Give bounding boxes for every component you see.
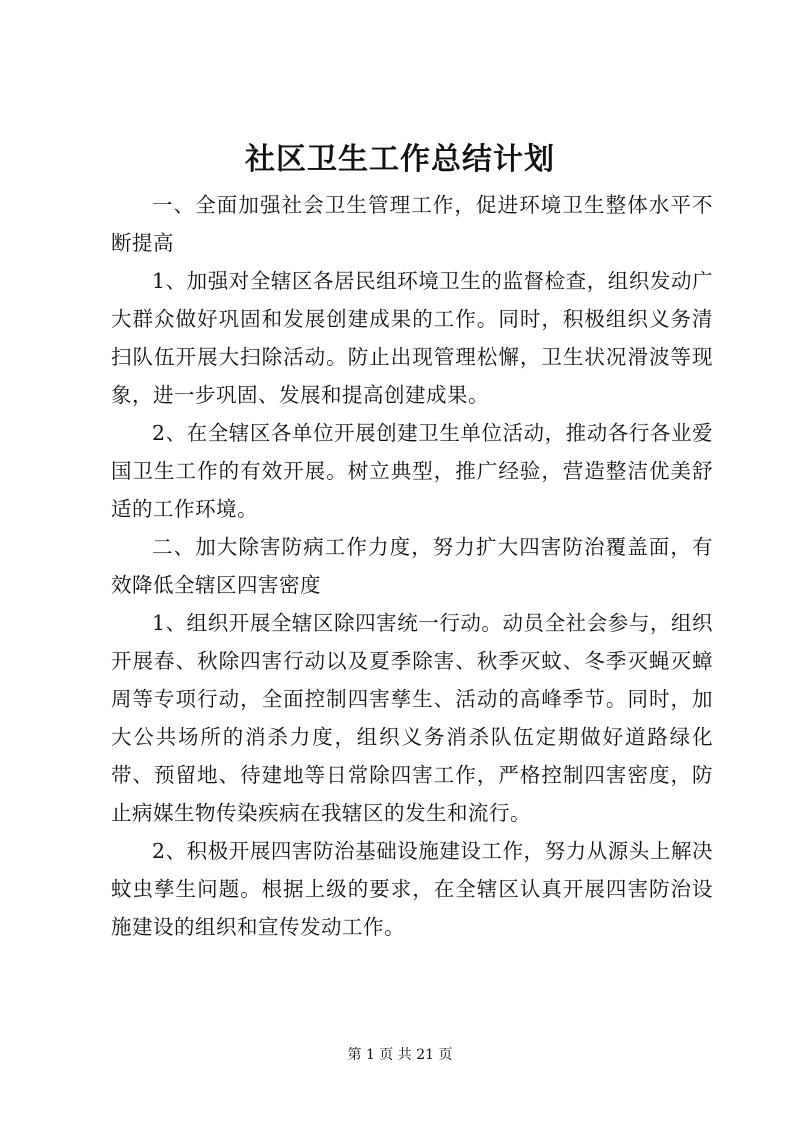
page-number-footer: 第 1 页 共 21 页 (347, 1047, 453, 1063)
paragraph-1-1: 1、加强对全辖区各居民组环境卫生的监督检查，组织发动广大群众做好巩固和发展创建成果的工作。同时，积极组织义务清扫队伍开展大扫除活动。防止出现管理松懈，卫生状况滑波等现象，进一步巩固、发展和提高创建成果。 (111, 269, 713, 407)
document-body (111, 186, 713, 946)
document-title: 社区卫生工作总结计划 (245, 142, 555, 177)
paragraph-2-2: 2、积极开展四害防治基础设施建设工作，努力从源头上解决蚊虫孳生问题。根据上级的要求，在全辖区认真开展四害防治设施建设的组织和宣传发动工作。 (111, 839, 713, 939)
paragraph-2-1: 1、组织开展全辖区除四害统一行动。动员全社会参与，组织开展春、秋除四害行动以及夏季除害、秋季灭蚊、冬季灭蝇灭蟑周等专项行动，全面控制四害孳生、活动的高峰季节。同时，加大公共场所的消杀力度，组织义务消杀队伍定期做好道路绿化带、预留地、待建地等日常除四害工作，严格控制四害密度，防止病媒生物传染疾病在我辖区的发生和流行。 (111, 611, 713, 825)
section-heading-2: 二、加大除害防病工作力度，努力扩大四害防治覆盖面，有效降低全辖区四害密度 (111, 535, 713, 597)
section-heading-1: 一、全面加强社会卫生管理工作，促进环境卫生整体水平不断提高 (111, 193, 713, 255)
paragraph-1-2: 2、在全辖区各单位开展创建卫生单位活动，推动各行各业爱国卫生工作的有效开展。树立典型，推广经验，营造整洁优美舒适的工作环境。 (111, 421, 713, 521)
